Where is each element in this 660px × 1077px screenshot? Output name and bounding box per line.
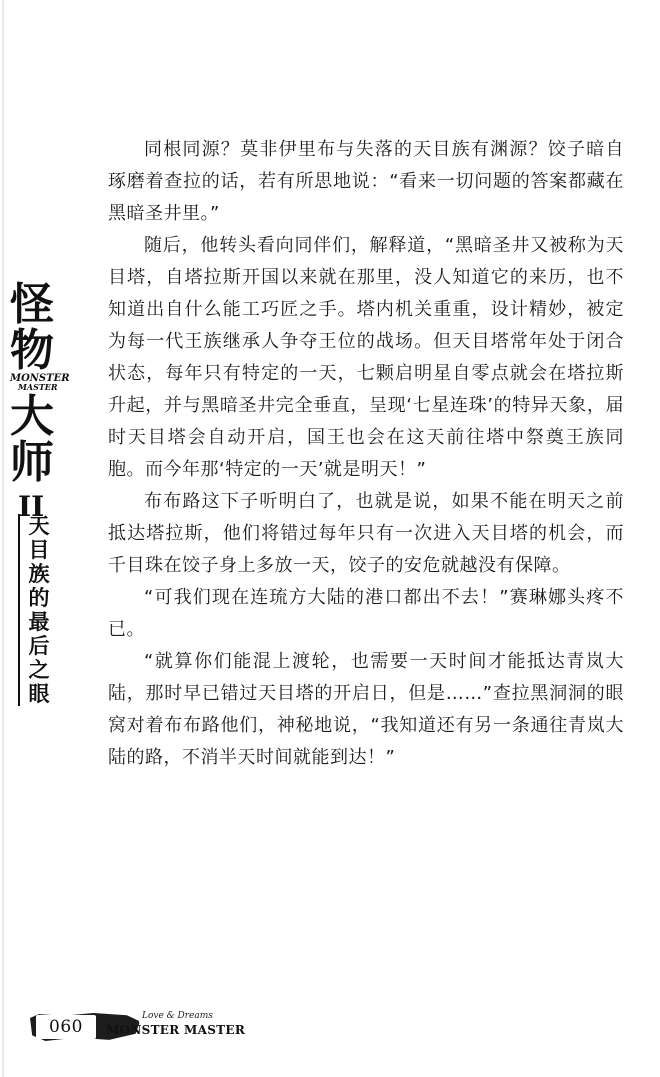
paragraph: 布布路这下子听明白了，也就是说，如果不能在明天之前抵达塔拉斯，他们将错过每年只有一次进入天目塔的机会，而千目珠在饺子身上多放一天，饺子的安危就越没有保障。 — [108, 491, 624, 576]
volume-number: II — [18, 490, 45, 523]
page-number: 060 — [36, 1015, 96, 1039]
paragraph: “可我们现在连琉方大陆的港口都出不去！”赛琳娜头疼不已。 — [108, 587, 624, 640]
subtitle-char: 目 — [28, 538, 50, 562]
subtitle-char: 之 — [28, 658, 50, 682]
subtitle-char: 后 — [28, 634, 50, 658]
footer-brand: MONSTER MASTER — [106, 1023, 246, 1037]
subtitle-char: 眼 — [28, 682, 50, 706]
page-footer — [30, 1005, 290, 1045]
subtitle-char: 的 — [28, 586, 50, 610]
series-title-char: 物 — [10, 325, 53, 376]
paragraph: “就算你们能混上渡轮，也需要一天时间才能抵达青岚大陆，那时早已错过天目塔的开启日，但是……”查拉黑洞洞的眼窝对着布布路他们，神秘地说，“我知道还有另一条通往青岚大陆的路，不消半天时间就能到达！” — [108, 651, 624, 768]
footer-tagline: Love & Dreams — [142, 1011, 213, 1021]
paragraph: 同根同源？莫非伊里布与失落的天目族有渊源？饺子暗自琢磨着查拉的话，若有所思地说：“看来一切问题的答案都藏在黑暗圣井里。” — [108, 139, 624, 224]
subtitle-char: 族 — [28, 562, 50, 586]
series-logo-line2: MASTER — [18, 382, 58, 392]
subtitle-char: 最 — [28, 610, 50, 634]
paragraph: 随后，他转头看向同伴们，解释道，“黑暗圣井又被称为天目塔，自塔拉斯开国以来就在那里，没人知道它的来历，也不知道出自什么能工巧匠之手。塔内机关重重，设计精妙，被定为每一代王族继承人争夺王位的战场。但天目塔常年处于闭合状态，每年只有特定的一天，七颗启明星自零点就会在塔拉斯升起，并与黑暗圣井完全垂直，呈现‘七星连珠’的特异天象，届时天目塔会自动开启，国王也会在这天前往塔中祭奠王族同胞。而今年那‘特定的一天’就是明天！” — [108, 235, 624, 480]
volume-subtitle — [18, 514, 54, 706]
series-logo — [10, 374, 72, 392]
series-title-char: 师 — [10, 437, 53, 488]
series-logo-line1: MONSTER — [10, 373, 70, 384]
series-title-char: 大 — [10, 391, 53, 442]
body-text — [108, 134, 624, 774]
subtitle-char: 天 — [28, 514, 50, 538]
series-title-char: 怪 — [10, 279, 53, 330]
series-title-spine — [10, 279, 72, 706]
page-edge — [2, 0, 4, 1077]
